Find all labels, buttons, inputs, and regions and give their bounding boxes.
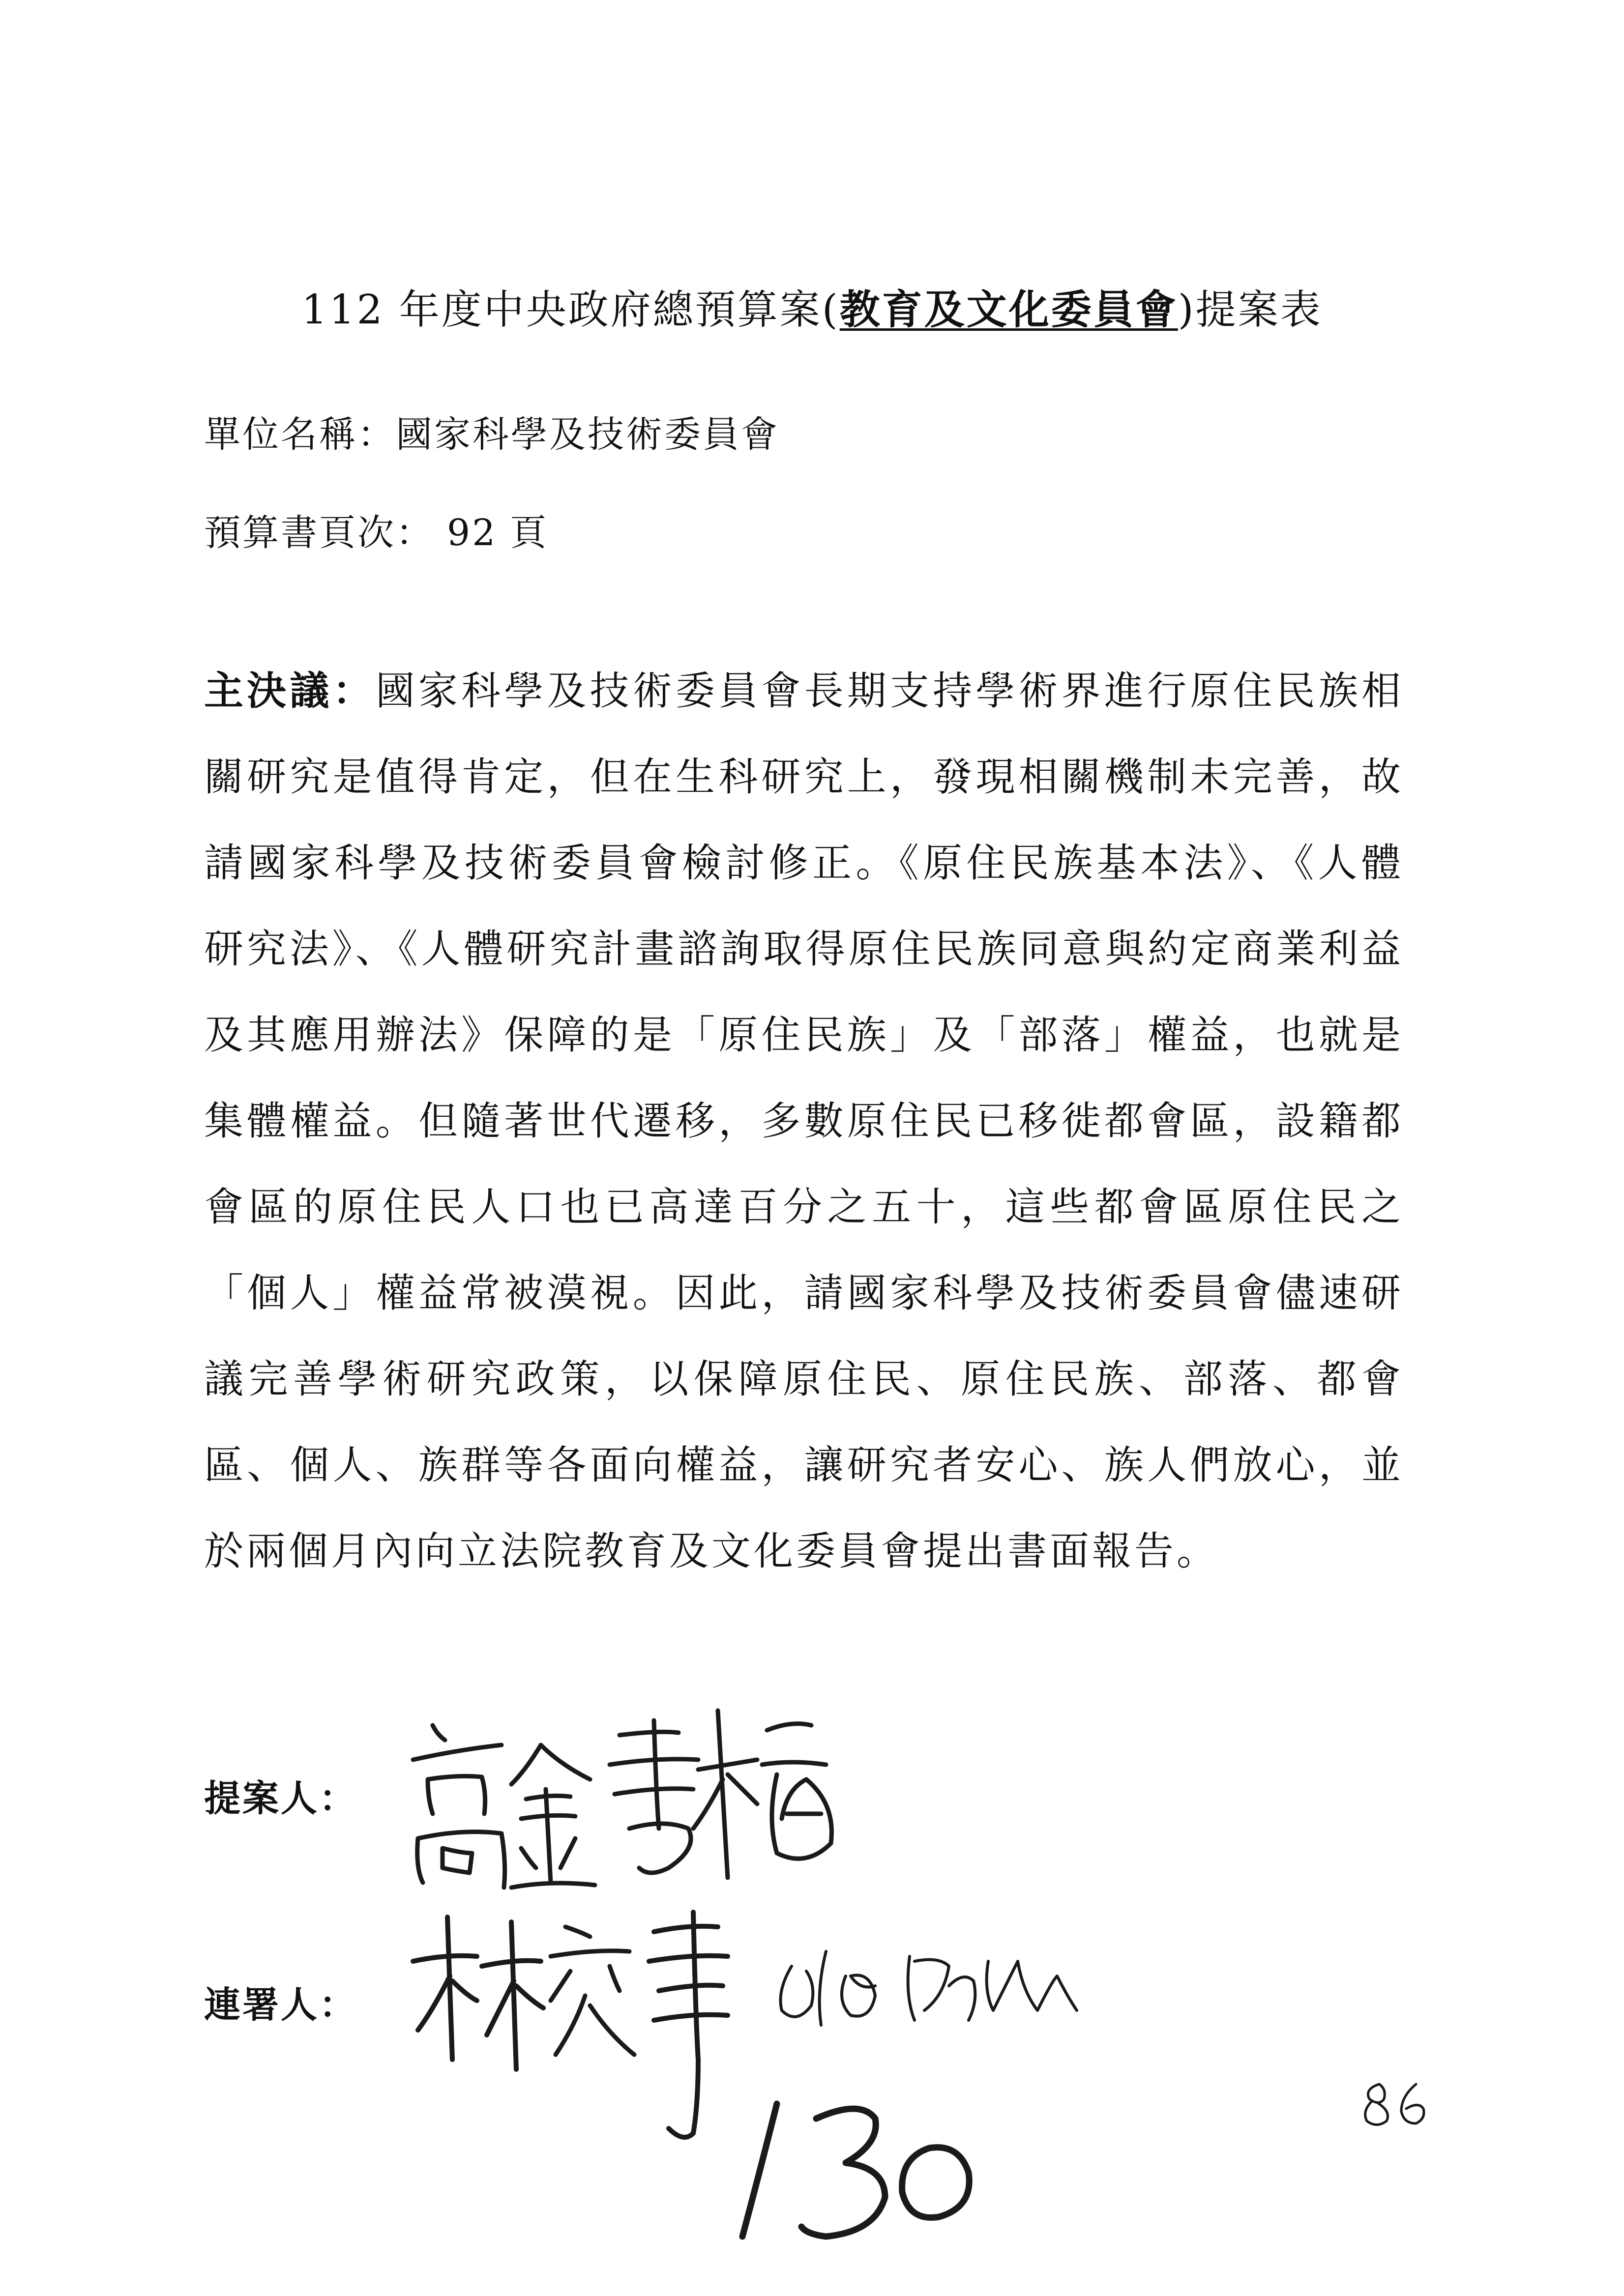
title-suffix: )提案表 xyxy=(1178,287,1323,333)
resolution-text: 國家科學及技術委員會長期支持學術界進行原住民族相關研究是值得肯定，但在生科研究上，發現相關機制未完善，故請國家科學及技術委員會檢討修正。《原住民族基本法》、《人體研究法》、《人體研究計畫諮詢取得原住民族同意與約定商業利益及其應用辦法》保障的是「原住民族」及「部落」權益，也就是集體權益。但隨著世代遷移，多數原住民已移徙都會區，設籍都會區的原住民人口也已高達百分之五十，這些都會區原住民之「個人」權益常被漠視。因此，請國家科學及技術委員會儘速研議完善學術研究政策，以保障原住民、原住民族、部落、都會區、個人、族群等各面向權益，讓研究者安心、族人們放心，並於兩個月內向立法院教育及文化委員會提出書面報告。 xyxy=(204,668,1404,1574)
budget-page-line xyxy=(204,504,548,556)
budget-page-number: 92 xyxy=(447,512,498,554)
unit-name: 國家科學及技術委員會 xyxy=(396,413,779,456)
main-resolution xyxy=(204,648,1404,1594)
handwritten-number-130 xyxy=(733,2089,988,2251)
proposer-label: 提案人： xyxy=(204,1777,357,1820)
document-title xyxy=(0,278,1624,335)
title-prefix: 112 年度中央政府總預算案( xyxy=(301,287,840,333)
budget-page-label: 預算書頁次： xyxy=(204,512,434,554)
resolution-label: 主決議： xyxy=(204,668,376,714)
cosigner-label: 連署人： xyxy=(204,1984,357,2026)
unit-name-line xyxy=(204,406,779,458)
budget-page-unit: 頁 xyxy=(510,512,549,554)
proposer-signature xyxy=(403,1691,846,1897)
handwritten-page-mark-86 xyxy=(1357,2077,1436,2131)
committee-name: 教育及文化委員會 xyxy=(839,286,1178,333)
unit-label: 單位名稱： xyxy=(204,413,396,456)
